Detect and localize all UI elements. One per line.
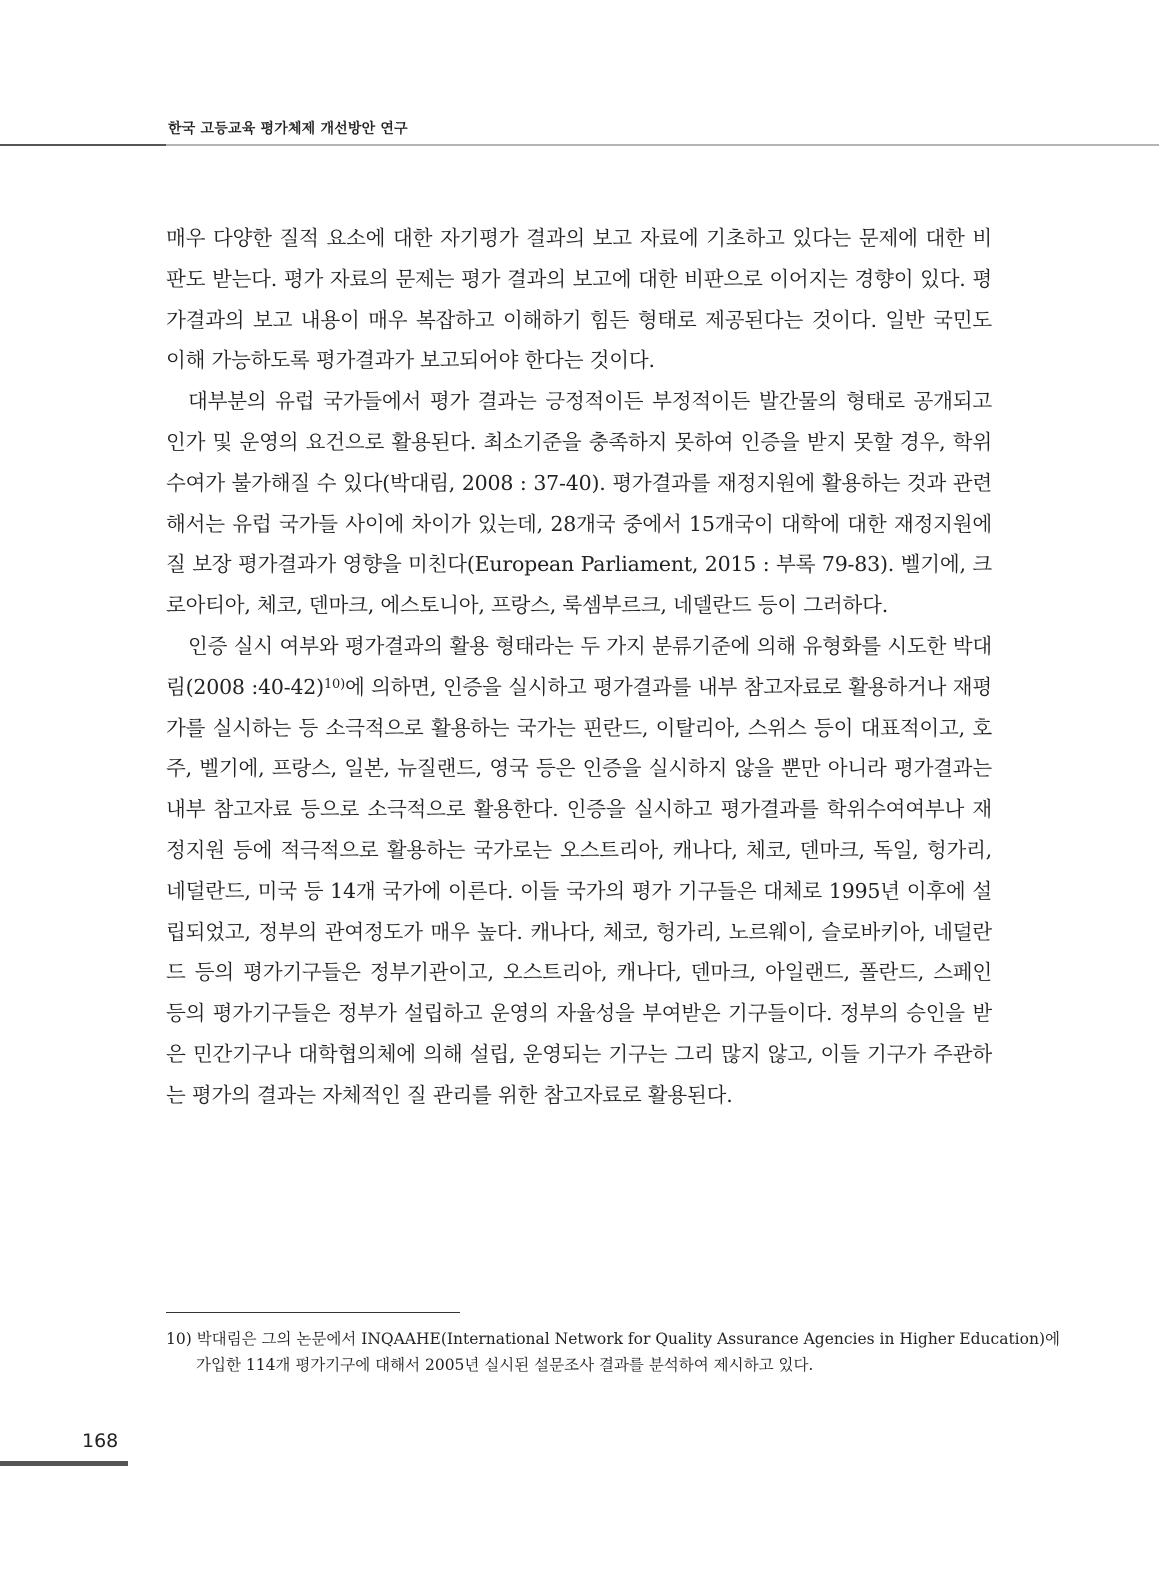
paragraph-1: 매우 다양한 질적 요소에 대한 자기평가 결과의 보고 자료에 기초하고 있다는 문제에 대한 비판도 받는다. 평가 자료의 문제는 평가 결과의 보고에 대한 비판으로 이어지는 경향이 있다. 평가결과의 보고 내용이 매우 복잡하고 이해하기 힘든 형태로 제공된다는 것이다. 일반 국민도 이해 가능하도록 평가결과가 보고되어야 한다는 것이다.	[166, 226, 992, 373]
paragraph-3-text-a: 인증 실시 여부와 평가결과의 활용 형태라는 두 가지 분류기준에 의해 유형화를 시도한 박대림(2008 :40-42)	[166, 633, 992, 699]
body-text	[166, 218, 992, 1116]
running-header-title: 한국 고등교육 평가체제 개선방안 연구	[168, 121, 408, 137]
paragraph-2: 대부분의 유럽 국가들에서 평가 결과는 긍정적이든 부정적이든 발간물의 형태로 공개되고 인가 및 운영의 요건으로 활용된다. 최소기준을 충족하지 못하여 인증을 받지 못할 경우, 학위수여가 불가해질 수 있다(박대림, 2008 : 37-40). 평가결과를 재정지원에 활용하는 것과 관련해서는 유럽 국가들 사이에 차이가 있는데, 28개국 중에서 15개국이 대학에 대한 재정지원에 질 보장 평가결과가 영향을 미친다(European Parliament, 2015 : 부록 79-83). 벨기에, 크로아티아, 체코, 덴마크, 에스토니아, 프랑스, 룩셈부르크, 네델란드 등이 그러하다.	[166, 389, 992, 618]
footnote-line-2: 가입한 114개 평가기구에 대해서 2005년 실시된 설문조사 결과를 분석하여 제시하고 있다.	[196, 1356, 814, 1374]
header-rule-light	[166, 144, 1159, 146]
footnote-line-1: 10) 박대림은 그의 논문에서 INQAAHE(International Network for Quality Assurance Agencies in Higher Education)에	[166, 1330, 1060, 1348]
page-number: 168	[82, 1430, 119, 1452]
footnote-rule	[166, 1312, 460, 1313]
footnote-10	[166, 1326, 1060, 1378]
paragraph-3-text-b: 에 의하면, 인증을 실시하고 평가결과를 내부 참고자료로 활용하거나 재평가를 실시하는 등 소극적으로 활용하는 국가는 핀란드, 이탈리아, 스위스 등이 대표적이고, 호주, 벨기에, 프랑스, 일본, 뉴질랜드, 영국 등은 인증을 실시하지 않을 뿐만 아니라 평가결과는 내부 참고자료 등으로 소극적으로 활용한다. 인증을 실시하고 평가결과를 학위수여여부나 재정지원 등에 적극적으로 활용하는 국가로는 오스트리아, 캐나다, 체코, 덴마크, 독일, 헝가리, 네덜란드, 미국 등 14개 국가에 이른다. 이들 국가의 평가 기구들은 대체로 1995년 이후에 설립되었고, 정부의 관여정도가 매우 높다. 캐나다, 체코, 헝가리, 노르웨이, 슬로바키아, 네덜란드 등의 평가기구들은 정부기관이고, 오스트리아, 캐나다, 덴마크, 아일랜드, 폴란드, 스페인 등의 평가기구들은 정부가 설립하고 운영의 자율성을 부여받은 기구들이다. 정부의 승인을 받은 민간기구나 대학협의체에 의해 설립, 운영되는 기구는 그리 많지 않고, 이들 기구가 주관하는 평가의 결과는 자체적인 질 관리를 위한 참고자료로 활용된다.	[166, 674, 992, 1107]
paragraph-3	[166, 626, 992, 1116]
header-rule-dark	[0, 144, 166, 146]
footnote-reference-10[interactable]: 10)	[323, 676, 345, 692]
footer-rule	[0, 1461, 128, 1466]
